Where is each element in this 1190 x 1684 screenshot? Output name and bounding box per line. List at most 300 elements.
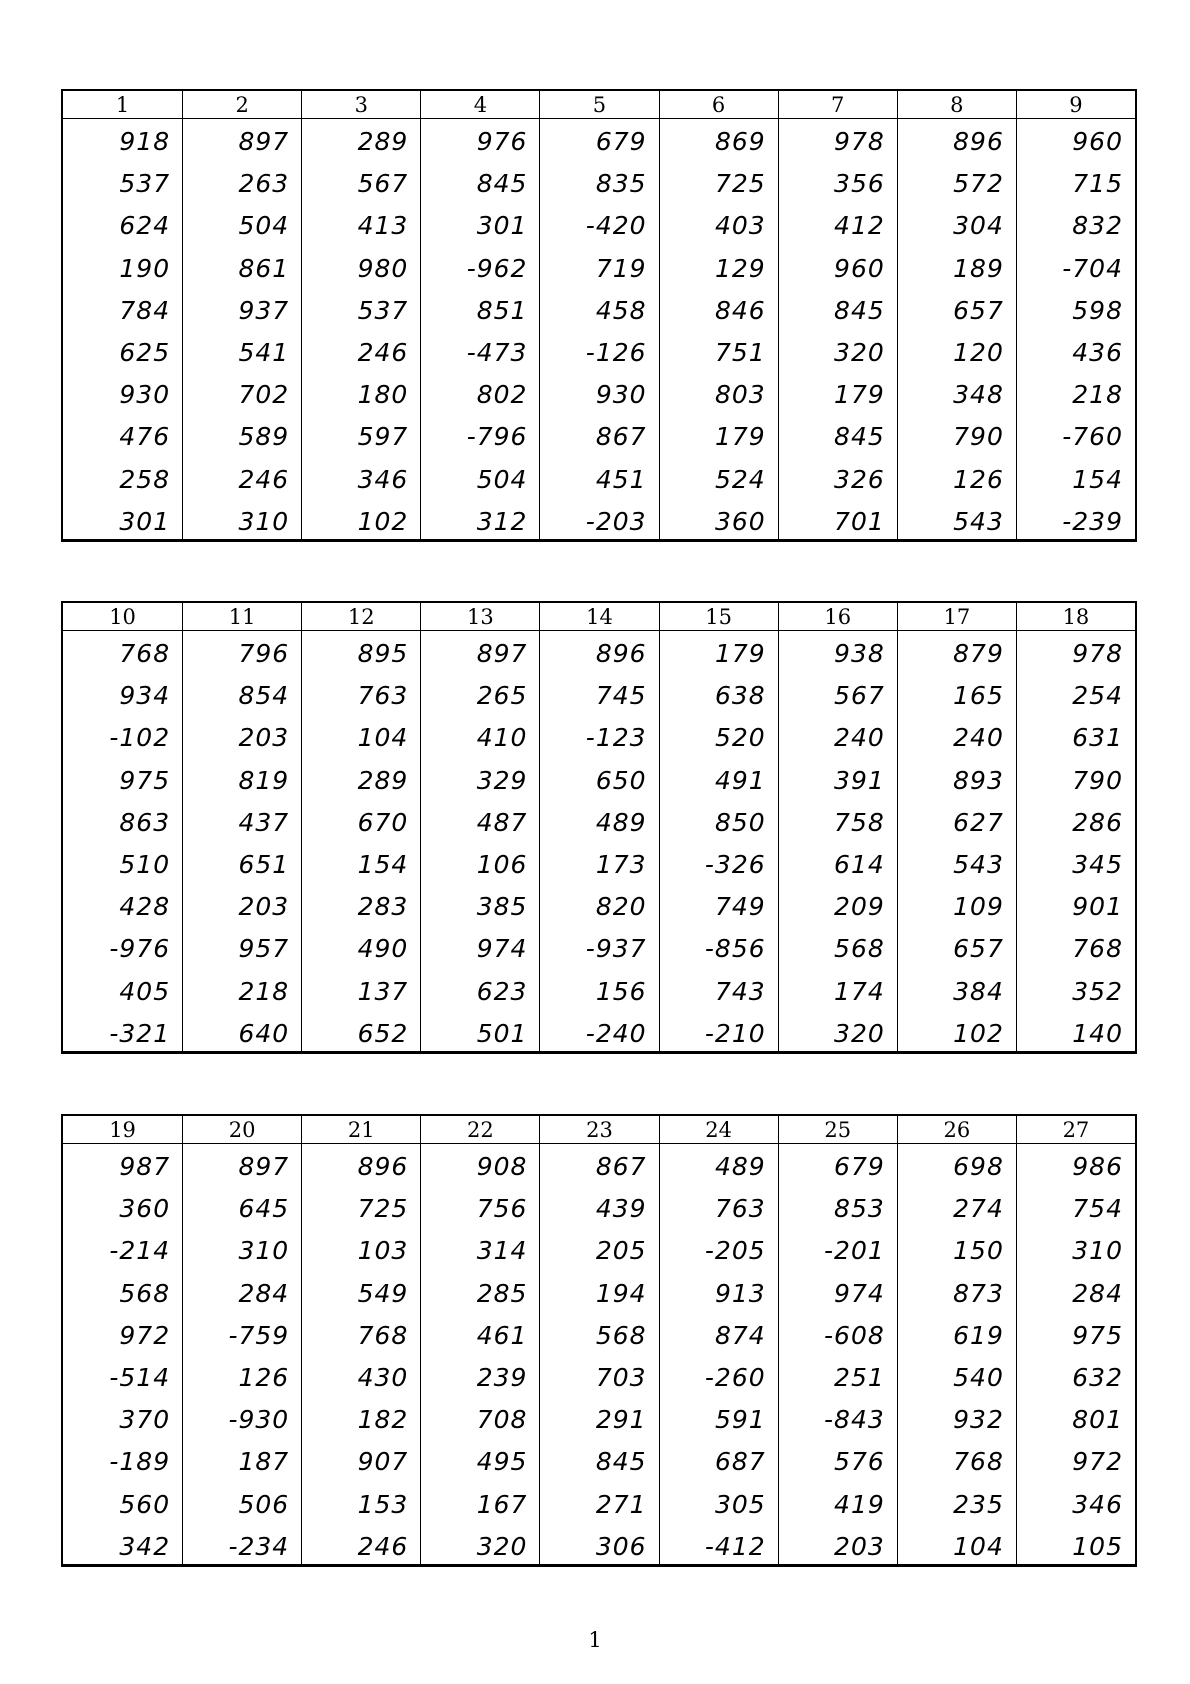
problem-column [1016, 1116, 1135, 1565]
addend: 310 [1072, 1236, 1123, 1266]
addend: 938 [834, 639, 885, 668]
addend: 845 [834, 422, 885, 452]
addend: 240 [834, 723, 885, 753]
problem-number: 2 [183, 91, 301, 119]
addend: 850 [714, 807, 766, 837]
problem-column [1016, 603, 1135, 1052]
addend: 960 [834, 253, 885, 283]
addend: 312 [476, 506, 528, 536]
problem-column [301, 91, 420, 540]
problem-number: 11 [183, 603, 301, 631]
addend: 310 [238, 1236, 290, 1266]
addend-list [421, 631, 539, 1052]
addend: 218 [238, 976, 290, 1006]
addend: 897 [238, 1152, 290, 1181]
addend: 567 [834, 681, 885, 711]
addend: 137 [357, 976, 409, 1006]
problem-number: 18 [1017, 603, 1135, 631]
addend: 972 [1072, 1447, 1123, 1477]
addend: -210 [704, 1018, 766, 1048]
problem-column [301, 603, 420, 1052]
addend: 501 [476, 1018, 528, 1048]
addend: 820 [595, 892, 647, 922]
problem-column [1016, 91, 1135, 540]
problem-column [539, 1116, 658, 1565]
addend: 901 [1072, 892, 1123, 922]
addend: -203 [585, 506, 647, 536]
addend: -412 [704, 1531, 766, 1561]
addend: 489 [595, 807, 647, 837]
addend: 597 [357, 422, 409, 452]
addend: 105 [1072, 1531, 1123, 1561]
addend: 104 [953, 1531, 1004, 1561]
addend: 314 [476, 1236, 528, 1266]
addend: 194 [595, 1278, 647, 1308]
addend: 987 [119, 1152, 171, 1181]
addend-list [302, 631, 420, 1052]
addend: 246 [357, 337, 409, 367]
addend: 495 [476, 1447, 528, 1477]
problem-number: 3 [302, 91, 420, 119]
addend: 978 [1072, 639, 1123, 668]
addend: 156 [595, 976, 647, 1006]
addend: -704 [1062, 253, 1123, 283]
addend: 289 [357, 765, 409, 795]
addend: 301 [476, 211, 528, 241]
addend: 490 [357, 934, 409, 964]
addend: 638 [714, 681, 766, 711]
addend: 768 [953, 1447, 1004, 1477]
addend: 932 [953, 1405, 1004, 1435]
addend-list [1017, 631, 1135, 1052]
problem-number: 16 [779, 603, 897, 631]
addend: 719 [595, 253, 647, 283]
addend: 240 [953, 723, 1004, 753]
addend: 930 [595, 380, 647, 410]
addend: 263 [238, 169, 290, 199]
addend: 568 [119, 1278, 171, 1308]
addend: 975 [1072, 1320, 1123, 1350]
addend: 627 [953, 807, 1004, 837]
addend: 218 [1072, 380, 1123, 410]
addend: 360 [714, 506, 766, 536]
problem-column [182, 1116, 301, 1565]
addend: 346 [1072, 1489, 1123, 1519]
addend: 326 [834, 464, 885, 494]
problem-number: 5 [540, 91, 658, 119]
addend: 235 [953, 1489, 1004, 1519]
problem-number: 15 [660, 603, 778, 631]
addend: 896 [595, 639, 647, 668]
addend: -234 [228, 1531, 290, 1561]
addend-list [1017, 1144, 1135, 1565]
problem-column [420, 603, 539, 1052]
addend: 980 [357, 253, 409, 283]
problem-column [539, 91, 658, 540]
addend: 851 [476, 295, 528, 325]
addend: 271 [595, 1489, 647, 1519]
addend: 209 [834, 892, 885, 922]
addend: 657 [953, 934, 1004, 964]
addend: 189 [953, 253, 1004, 283]
addend: 352 [1072, 976, 1123, 1006]
addend: 258 [119, 464, 171, 494]
problem-column [897, 1116, 1016, 1565]
addend: 679 [595, 127, 647, 156]
addend: -962 [466, 253, 528, 283]
addend: 598 [1072, 295, 1123, 325]
addend: 845 [476, 169, 528, 199]
problem-column [659, 91, 778, 540]
addend: 768 [119, 639, 171, 668]
addend: 304 [953, 211, 1004, 241]
addend: 784 [119, 295, 171, 325]
problem-number: 14 [540, 603, 658, 631]
addend: 524 [714, 464, 766, 494]
problem-number: 12 [302, 603, 420, 631]
addend: -843 [824, 1405, 885, 1435]
addend: 179 [834, 380, 885, 410]
addend: 913 [714, 1278, 766, 1308]
addend: 567 [357, 169, 409, 199]
problem-number: 22 [421, 1116, 539, 1144]
addend: 756 [476, 1194, 528, 1224]
problem-column [897, 91, 1016, 540]
addend: 413 [357, 211, 409, 241]
addend: 103 [357, 1236, 409, 1266]
problem-column [420, 91, 539, 540]
addend: 283 [357, 892, 409, 922]
addend: 591 [714, 1405, 766, 1435]
addend: 154 [1072, 464, 1123, 494]
addend: 790 [953, 422, 1004, 452]
addend: -937 [585, 934, 647, 964]
problem-column [420, 1116, 539, 1565]
addend: 428 [119, 892, 171, 922]
addend: 540 [953, 1362, 1004, 1392]
addend: 504 [238, 211, 290, 241]
addend: 345 [1072, 849, 1123, 879]
addend: -976 [109, 934, 171, 964]
addend: 520 [714, 723, 766, 753]
addend: 619 [953, 1320, 1004, 1350]
addend: 180 [357, 380, 409, 410]
addend: 937 [238, 295, 290, 325]
addend: 934 [119, 681, 171, 711]
addend: 102 [357, 506, 409, 536]
addend: 897 [238, 127, 290, 156]
page-number: 1 [588, 1628, 602, 1652]
problem-number: 10 [63, 603, 182, 631]
addend: 510 [119, 849, 171, 879]
problem-column [63, 1116, 182, 1565]
addend: 120 [953, 337, 1004, 367]
addend: 126 [953, 464, 1004, 494]
addend-list [63, 631, 182, 1052]
addend: -930 [228, 1405, 290, 1435]
addend: 703 [595, 1362, 647, 1392]
addend: 861 [238, 253, 290, 283]
addend: 461 [476, 1320, 528, 1350]
addend: 679 [834, 1152, 885, 1181]
addend: 419 [834, 1489, 885, 1519]
addend: 458 [595, 295, 647, 325]
addend: 301 [119, 506, 171, 536]
addend: 976 [476, 127, 528, 156]
addend: -201 [824, 1236, 885, 1266]
problem-column [778, 1116, 897, 1565]
addend: 572 [953, 169, 1004, 199]
addend: 879 [953, 639, 1004, 668]
addend: 541 [238, 337, 290, 367]
addend: 153 [357, 1489, 409, 1519]
addend-list [898, 631, 1016, 1052]
addend: 652 [357, 1018, 409, 1048]
addend-list [779, 119, 897, 540]
addend-list [660, 119, 778, 540]
addend: 576 [834, 1447, 885, 1477]
addend: 986 [1072, 1152, 1123, 1181]
addend-list [540, 119, 658, 540]
addend: 907 [357, 1447, 409, 1477]
addend: 702 [238, 380, 290, 410]
addend: 167 [476, 1489, 528, 1519]
addend-list [421, 1144, 539, 1565]
addend: 930 [119, 380, 171, 410]
addend: 863 [119, 807, 171, 837]
addend: 708 [476, 1405, 528, 1435]
addend: 320 [476, 1531, 528, 1561]
addend: 537 [357, 295, 409, 325]
addend: 187 [238, 1447, 290, 1477]
addend: 289 [357, 127, 409, 156]
problem-number: 13 [421, 603, 539, 631]
addend: -102 [109, 723, 171, 753]
addend: 978 [834, 127, 885, 156]
addend: 385 [476, 892, 528, 922]
problem-number: 25 [779, 1116, 897, 1144]
addend: 489 [714, 1152, 766, 1181]
addend: 476 [119, 422, 171, 452]
addend: 640 [238, 1018, 290, 1048]
addend: 346 [357, 464, 409, 494]
addend: 543 [953, 506, 1004, 536]
addend: 698 [953, 1152, 1004, 1181]
addend: 305 [714, 1489, 766, 1519]
addend: 154 [357, 849, 409, 879]
addend: 403 [714, 211, 766, 241]
addend: 179 [714, 639, 766, 668]
addend: 320 [834, 337, 885, 367]
addend-list [779, 631, 897, 1052]
addend: 768 [357, 1320, 409, 1350]
problem-number: 9 [1017, 91, 1135, 119]
addend: 568 [595, 1320, 647, 1350]
problem-column [897, 603, 1016, 1052]
addend: 751 [714, 337, 766, 367]
addend: 439 [595, 1194, 647, 1224]
addend: 845 [595, 1447, 647, 1477]
addend: 749 [714, 892, 766, 922]
addend: 790 [1072, 765, 1123, 795]
addend: -260 [704, 1362, 766, 1392]
problem-number: 21 [302, 1116, 420, 1144]
problem-column [63, 91, 182, 540]
addend: 895 [357, 639, 409, 668]
addend: 589 [238, 422, 290, 452]
addend: 631 [1072, 723, 1123, 753]
addend: 179 [714, 422, 766, 452]
addend: 960 [1072, 127, 1123, 156]
addend: 845 [834, 295, 885, 325]
addend: 410 [476, 723, 528, 753]
problem-block-2 [61, 601, 1137, 1054]
addend: 972 [119, 1320, 171, 1350]
addend: 320 [834, 1018, 885, 1048]
addend-list [63, 1144, 182, 1565]
problem-column [301, 1116, 420, 1565]
addend: 491 [714, 765, 766, 795]
addend-list [898, 119, 1016, 540]
addend: 203 [238, 723, 290, 753]
addend: 725 [714, 169, 766, 199]
addend-list [660, 1144, 778, 1565]
addend: 623 [476, 976, 528, 1006]
addend: 743 [714, 976, 766, 1006]
addend: 763 [714, 1194, 766, 1224]
addend: 246 [238, 464, 290, 494]
addend: 869 [714, 127, 766, 156]
addend: 140 [1072, 1018, 1123, 1048]
addend: 846 [714, 295, 766, 325]
addend-list [421, 119, 539, 540]
addend: 412 [834, 211, 885, 241]
addend-list [302, 1144, 420, 1565]
addend: 451 [595, 464, 647, 494]
addend: -796 [466, 422, 528, 452]
addend: 174 [834, 976, 885, 1006]
addend: 745 [595, 681, 647, 711]
addend: 173 [595, 849, 647, 879]
addend: 182 [357, 1405, 409, 1435]
problem-column [659, 1116, 778, 1565]
addend: 867 [595, 422, 647, 452]
addend: -123 [585, 723, 647, 753]
addend: 274 [953, 1194, 1004, 1224]
addend-list [63, 119, 182, 540]
addend: 239 [476, 1362, 528, 1392]
addend: 975 [119, 765, 171, 795]
addend: 758 [834, 807, 885, 837]
addend: 405 [119, 976, 171, 1006]
problem-column [182, 91, 301, 540]
addend: 670 [357, 807, 409, 837]
addend-list [660, 631, 778, 1052]
addend: 568 [834, 934, 885, 964]
addend: 106 [476, 849, 528, 879]
addend: 506 [238, 1489, 290, 1519]
addend: 284 [238, 1278, 290, 1308]
addend: 102 [953, 1018, 1004, 1048]
problem-number: 7 [779, 91, 897, 119]
addend: 190 [119, 253, 171, 283]
addend: 819 [238, 765, 290, 795]
addend: 725 [357, 1194, 409, 1224]
addend: 370 [119, 1405, 171, 1435]
addend: -473 [466, 337, 528, 367]
addend: -420 [585, 211, 647, 241]
addend: 391 [834, 765, 885, 795]
problem-number: 20 [183, 1116, 301, 1144]
addend: -240 [585, 1018, 647, 1048]
addend: 265 [476, 681, 528, 711]
addend: 165 [953, 681, 1004, 711]
addend: 109 [953, 892, 1004, 922]
addend-list [898, 1144, 1016, 1565]
addend: 651 [238, 849, 290, 879]
addend: 384 [953, 976, 1004, 1006]
addend: 754 [1072, 1194, 1123, 1224]
addend: 802 [476, 380, 528, 410]
addend: 104 [357, 723, 409, 753]
addend-list [183, 119, 301, 540]
addend: 560 [119, 1489, 171, 1519]
addend: 908 [476, 1152, 528, 1181]
addend-list [1017, 119, 1135, 540]
addend: 854 [238, 681, 290, 711]
addend: 356 [834, 169, 885, 199]
addend: 329 [476, 765, 528, 795]
addend: 624 [119, 211, 171, 241]
addend: -126 [585, 337, 647, 367]
addend: 918 [119, 127, 171, 156]
problem-block-1 [61, 89, 1137, 542]
addend: 657 [953, 295, 1004, 325]
addend: 348 [953, 380, 1004, 410]
addend: 129 [714, 253, 766, 283]
addend: 254 [1072, 681, 1123, 711]
problem-number: 4 [421, 91, 539, 119]
addend: -321 [109, 1018, 171, 1048]
addend-list [540, 631, 658, 1052]
addend: 203 [834, 1531, 885, 1561]
addend: 874 [714, 1320, 766, 1350]
addend: 150 [953, 1236, 1004, 1266]
addend: 625 [119, 337, 171, 367]
addend: 310 [238, 506, 290, 536]
addend: 687 [714, 1447, 766, 1477]
addend: 835 [595, 169, 647, 199]
addend: 543 [953, 849, 1004, 879]
addend-list [183, 1144, 301, 1565]
addend: -326 [704, 849, 766, 879]
addend-list [779, 1144, 897, 1565]
addend: 867 [595, 1152, 647, 1181]
addend-list [302, 119, 420, 540]
addend: 974 [834, 1278, 885, 1308]
addend: 632 [1072, 1362, 1123, 1392]
addend: -760 [1062, 422, 1123, 452]
addend: 897 [476, 639, 528, 668]
addend: 803 [714, 380, 766, 410]
addend: -759 [228, 1320, 290, 1350]
addend: 832 [1072, 211, 1123, 241]
problem-block-3 [61, 1114, 1137, 1567]
addend: 650 [595, 765, 647, 795]
addend: -205 [704, 1236, 766, 1266]
problem-number: 24 [660, 1116, 778, 1144]
addend: 873 [953, 1278, 1004, 1308]
